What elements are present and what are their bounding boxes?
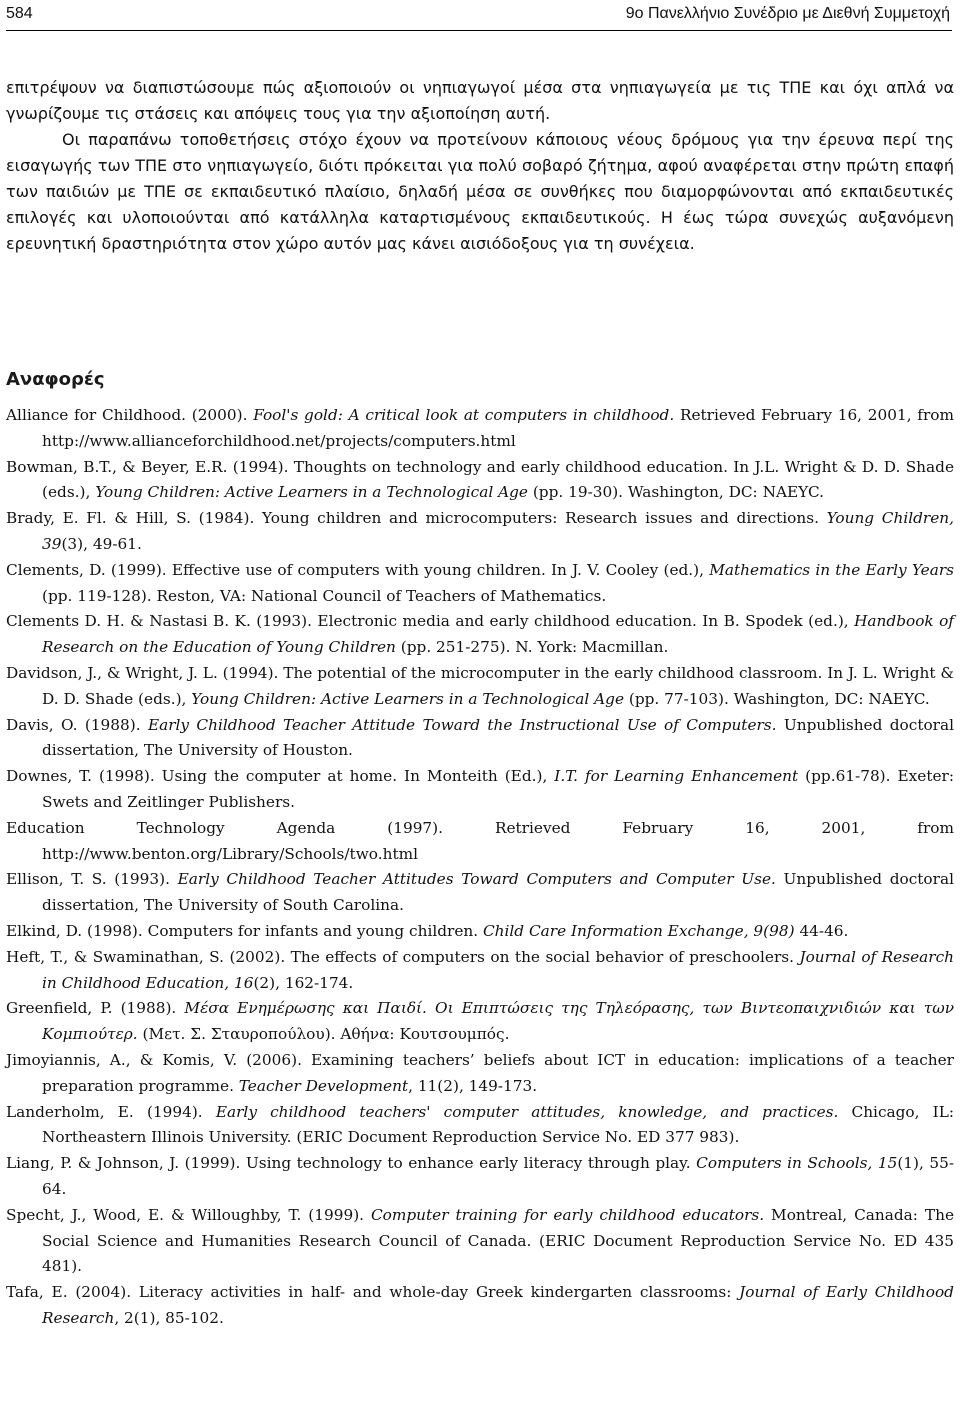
references-heading: Αναφορές bbox=[6, 369, 105, 390]
reference-text: (3), 49-61. bbox=[61, 534, 142, 553]
reference-entry bbox=[6, 609, 954, 661]
reference-text: Heft, T., & Swaminathan, S. (2002). The effects of computers on the social behavior of preschoolers. bbox=[6, 947, 800, 966]
reference-title: Handbook of Research on the Education of Young Children bbox=[42, 612, 954, 657]
page-header bbox=[6, 0, 952, 31]
reference-entry bbox=[6, 816, 954, 868]
reference-text: Clements, D. (1999). Effective use of computers with young children. In J. V. Cooley (ed.), bbox=[6, 560, 710, 579]
reference-title: Young Children: Active Learners in a Technological Age bbox=[95, 483, 528, 502]
reference-text: (pp. 19-30). Washington, DC: NAEYC. bbox=[527, 483, 825, 502]
reference-title: Early Childhood Teacher Attitudes Toward Computers and Computer Use. bbox=[177, 870, 776, 889]
reference-title: Mathematics in the Early Years bbox=[709, 560, 954, 579]
reference-title: Μέσα Ενημέρωσης και Παιδί. Οι Επιπτώσεις της Τηλεόρασης, των Βιντεοπαιχνιδιών και των Κομπιούτερ. bbox=[42, 999, 954, 1044]
reference-title: Child Care Information Exchange, 9(98) bbox=[482, 921, 795, 940]
reference-text: Downes, T. (1998). Using the computer at home. In Monteith (Ed.), bbox=[6, 767, 555, 786]
reference-text: Alliance for Childhood. (2000). bbox=[6, 406, 254, 424]
reference-title: Journal of Early Childhood Research bbox=[42, 1283, 954, 1327]
reference-text: (Μετ. Σ. Σταυροπούλου). Αθήνα: Κουτσουμπός. bbox=[137, 1025, 510, 1044]
reference-text: Tafa, E. (2004). Literacy activities in half- and whole-day Greek kindergarten classrooms: bbox=[6, 1283, 740, 1302]
reference-list bbox=[6, 403, 954, 1332]
reference-text: 44-46. bbox=[794, 921, 849, 940]
reference-text: Brady, E. Fl. & Hill, S. (1984). Young children and microcomputers: Research issues and directions. bbox=[6, 509, 827, 528]
reference-text: Montreal, Canada: The Social Science and Humanities Research Council of Canada. (ERIC Document Reproduction Service No. ED 435 481). bbox=[42, 1205, 954, 1276]
reference-title: Fool's gold: A critical look at computers in childhood. bbox=[253, 406, 675, 424]
reference-text: Davidson, J., & Wright, J. L. (1994). The potential of the microcomputer in the early childhood classroom. In J. L. Wright & D. D. Shade (eds.), bbox=[6, 663, 955, 708]
reference-text: Greenfield, P. (1988). bbox=[6, 999, 185, 1018]
reference-title: Early childhood teachers' computer attitudes, knowledge, and practices. bbox=[215, 1102, 839, 1121]
reference-entry bbox=[6, 1100, 954, 1152]
reference-text: (2), 162-174. bbox=[253, 973, 354, 992]
reference-entry bbox=[6, 867, 954, 919]
reference-entry bbox=[6, 713, 954, 765]
reference-text: Bowman, B.T., & Beyer, E.R. (1994). Thoughts on technology and early childhood education. In J.L. Wright & D. D. Shade (eds.), bbox=[6, 457, 954, 502]
reference-text: (pp. 119-128). Reston, VA: National Council of Teachers of Mathematics. bbox=[42, 586, 607, 605]
reference-entry bbox=[6, 1203, 954, 1280]
reference-entry bbox=[6, 1151, 954, 1203]
reference-title: Journal of Research in Childhood Education, 16 bbox=[42, 947, 954, 992]
reference-text: Liang, P. & Johnson, J. (1999). Using technology to enhance early literacy through play. bbox=[6, 1154, 697, 1173]
reference-text: Clements D. H. & Nastasi B. K. (1993). Electronic media and early childhood education. In B. Spodek (ed.), bbox=[6, 612, 855, 631]
running-title: 9ο Πανελλήνιο Συνέδριο με Διεθνή Συμμετοχή bbox=[625, 5, 950, 22]
reference-entry bbox=[6, 558, 954, 610]
reference-title: Early Childhood Teacher Attitude Toward the Instructional Use of Computers. bbox=[147, 715, 777, 734]
reference-text: Ellison, T. S. (1993). bbox=[6, 870, 178, 889]
reference-text: Unpublished doctoral dissertation, The University of South Carolina. bbox=[42, 870, 954, 915]
reference-text: Education Technology Agenda (1997). Retrieved February 16, 2001, from http://www.benton.org/Library/Schools/two.html bbox=[6, 818, 954, 863]
reference-title: Young Children, 39 bbox=[42, 509, 954, 553]
reference-entry bbox=[6, 1280, 954, 1332]
paragraph: επιτρέψουν να διαπιστώσουμε πώς αξιοποιούν οι νηπιαγωγοί μέσα στα νηπιαγωγεία με τις ΤΠΕ και όχι απλά να γνωρίζουμε τις στάσεις και απόψεις τους για την αξιοποίηση αυτή. bbox=[6, 78, 954, 123]
reference-text: Elkind, D. (1998). Computers for infants and young children. bbox=[6, 921, 483, 940]
body-text bbox=[6, 75, 954, 257]
reference-title: Young Children: Active Learners in a Technological Age bbox=[191, 689, 625, 708]
paragraph: Οι παραπάνω τοποθετήσεις στόχο έχουν να προτείνουν κάποιους νέους δρόμους για την έρευνα περί της εισαγωγής των ΤΠΕ στο νηπιαγωγείο, διότι πρόκειται για πολύ σοβαρό ζήτημα, αφού αναφέρεται στην πρώτη επαφή των παιδιών με ΤΠΕ σε εκπαιδευτικό πλαίσιο, δηλαδή μέσα σε συνθήκες που διαμορφώνονται από εκπαιδευτικές επιλογές και υλοποιούνται από κατάλληλα καταρτισμένους εκπαιδευτικούς. Η έως τώρα συνεχώς αυξανόμενη ερευνητική δραστηριότητα στον χώρο αυτόν μας κάνει αισιόδοξους για τη συνέχεια. bbox=[6, 130, 954, 253]
reference-entry bbox=[6, 919, 954, 945]
reference-text: (pp. 77-103). Washington, DC: NAEYC. bbox=[624, 689, 930, 708]
reference-title: Computer training for early childhood educators. bbox=[370, 1205, 765, 1224]
reference-text: (1), 55-64. bbox=[42, 1154, 954, 1198]
reference-text: Landerholm, E. (1994). bbox=[6, 1102, 216, 1121]
reference-text: Jimoyiannis, A., & Komis, V. (2006). Examining teachers’ beliefs about ICT in education: implications of a teacher preparation programme. bbox=[6, 1050, 954, 1095]
reference-text: Chicago, IL: Northeastern Illinois University. (ERIC Document Reproduction Service No. ED 377 983). bbox=[42, 1102, 955, 1147]
reference-entry bbox=[6, 1048, 954, 1100]
page-number: 584 bbox=[6, 5, 33, 22]
reference-text: , 2(1), 85-102. bbox=[114, 1308, 224, 1327]
reference-text: Specht, J., Wood, E. & Willoughby, T. (1999). bbox=[6, 1205, 371, 1224]
reference-text: (pp. 251-275). N. York: Macmillan. bbox=[395, 638, 669, 657]
reference-entry bbox=[6, 506, 954, 558]
reference-title: I.T. for Learning Enhancement bbox=[554, 767, 799, 786]
reference-entry bbox=[6, 455, 954, 507]
reference-entry bbox=[6, 661, 954, 713]
reference-entry bbox=[6, 764, 954, 816]
reference-text: , 11(2), 149-173. bbox=[408, 1076, 538, 1095]
reference-text: (pp.61-78). Exeter: Swets and Zeitlinger Publishers. bbox=[42, 767, 954, 811]
reference-entry bbox=[6, 403, 954, 455]
reference-entry bbox=[6, 945, 954, 997]
reference-title: Teacher Development bbox=[238, 1076, 409, 1095]
reference-text: Unpublished doctoral dissertation, The University of Houston. bbox=[42, 715, 955, 760]
reference-text: Retrieved February 16, 2001, from http://www.allianceforchildhood.net/projects/computers.html bbox=[42, 406, 954, 450]
reference-title: Computers in Schools, 15 bbox=[696, 1154, 898, 1173]
reference-entry bbox=[6, 996, 954, 1048]
reference-text: Davis, O. (1988). bbox=[6, 715, 148, 734]
